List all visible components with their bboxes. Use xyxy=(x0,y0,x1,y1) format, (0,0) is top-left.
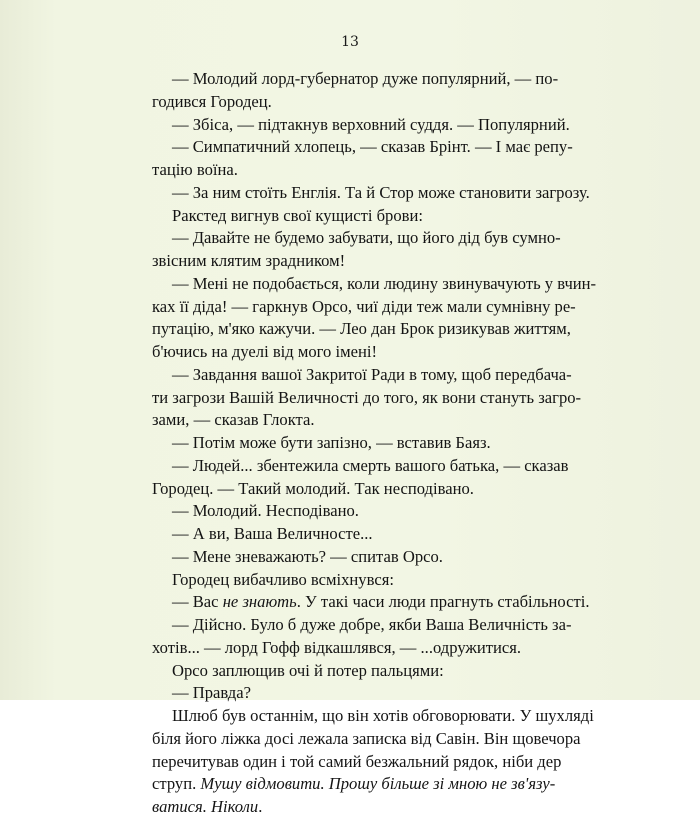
text-line: — Молодий. Несподівано. xyxy=(172,501,359,521)
text-line: — Дійсно. Було б дуже добре, якби Ваша Величність за- xyxy=(172,615,572,634)
text-line: — Давайте не будемо забувати, що його дід був сумно- xyxy=(172,228,561,248)
text-line: Шлюб був останнім, що він хотів обговорювати. У шухляді xyxy=(172,706,594,725)
italic-text: не знають xyxy=(222,592,297,612)
italic-text: ватися. Ніколи xyxy=(152,797,259,816)
text-line: Городец вибачливо всміхнувся: xyxy=(172,569,394,589)
text-line xyxy=(152,796,550,819)
text-line: Городец. — Такий молодий. Так несподівано. xyxy=(152,478,474,498)
text-line: — Симпатичний хлопець, — сказав Брінт. — І має репу- xyxy=(172,137,573,157)
text-line: — Мене зневажають? — спитав Орсо. xyxy=(172,546,443,566)
text-line: — Збіса, — підтакнув верховний суддя. — Популярний. xyxy=(172,114,570,134)
text-line: — Потім може бути запізно, — вставив Баяз. xyxy=(172,433,491,452)
text-line: — Правда? xyxy=(172,683,251,703)
text-line: — За ним стоїть Енглія. Та й Стор може становити загрозу. xyxy=(172,182,590,202)
text-line: — А ви, Ваша Величносте... xyxy=(172,524,373,543)
text-segment: . У такі часи люди прагнуть стабільності. xyxy=(296,592,590,612)
italic-text: Мушу відмовити. Прошу більше зі мною не зв'язу- xyxy=(200,774,556,794)
text-segment: . xyxy=(258,797,263,816)
text-line: годився Городец. xyxy=(152,91,272,111)
text-line: звісним клятим зрадником! xyxy=(152,251,346,270)
text-line: зами, — сказав Глокта. xyxy=(152,410,315,430)
text-line: ках її діда! — гаркнув Орсо, чиї діди теж мали сумнівну ре- xyxy=(152,296,576,316)
text-line: — Завдання вашої Закритої Ради в тому, щоб передбача- xyxy=(172,364,572,384)
page-number: 13 xyxy=(341,34,359,50)
text-line: тацію воїна. xyxy=(152,160,238,179)
text-segment: — Вас xyxy=(172,592,223,612)
text-line xyxy=(152,591,590,614)
text-line xyxy=(152,773,556,796)
text-line: путацію, м'яко кажучи. — Лео дан Брок ризикував життям, xyxy=(152,319,571,339)
text-line: Ракстед вигнув свої кущисті брови: xyxy=(172,205,423,225)
text-line: — Мені не подобається, коли людину звинувачують у вчин- xyxy=(172,273,597,293)
text-line: хотів... — лорд Гофф відкашлявся, — ...одружитися. xyxy=(152,637,522,657)
text-line: — Молодий лорд-губернатор дуже популярний, — по- xyxy=(172,69,559,88)
body-text xyxy=(152,68,597,819)
text-line: Орсо заплющив очі й потер пальцями: xyxy=(172,660,444,680)
text-segment: струп. xyxy=(152,774,201,794)
text-line: ти загрози Вашій Величності до того, як вони стануть загро- xyxy=(152,387,582,407)
text-line: — Людей... збентежила смерть вашого батька, — сказав xyxy=(172,455,569,475)
text-line: перечитував один і той самий безжальний рядок, ніби дер xyxy=(152,751,562,771)
text-line: б'ючись на дуелі від мого імені! xyxy=(152,342,377,361)
text-line: біля його ліжка досі лежала записка від Савін. Він щовечора xyxy=(152,728,581,748)
